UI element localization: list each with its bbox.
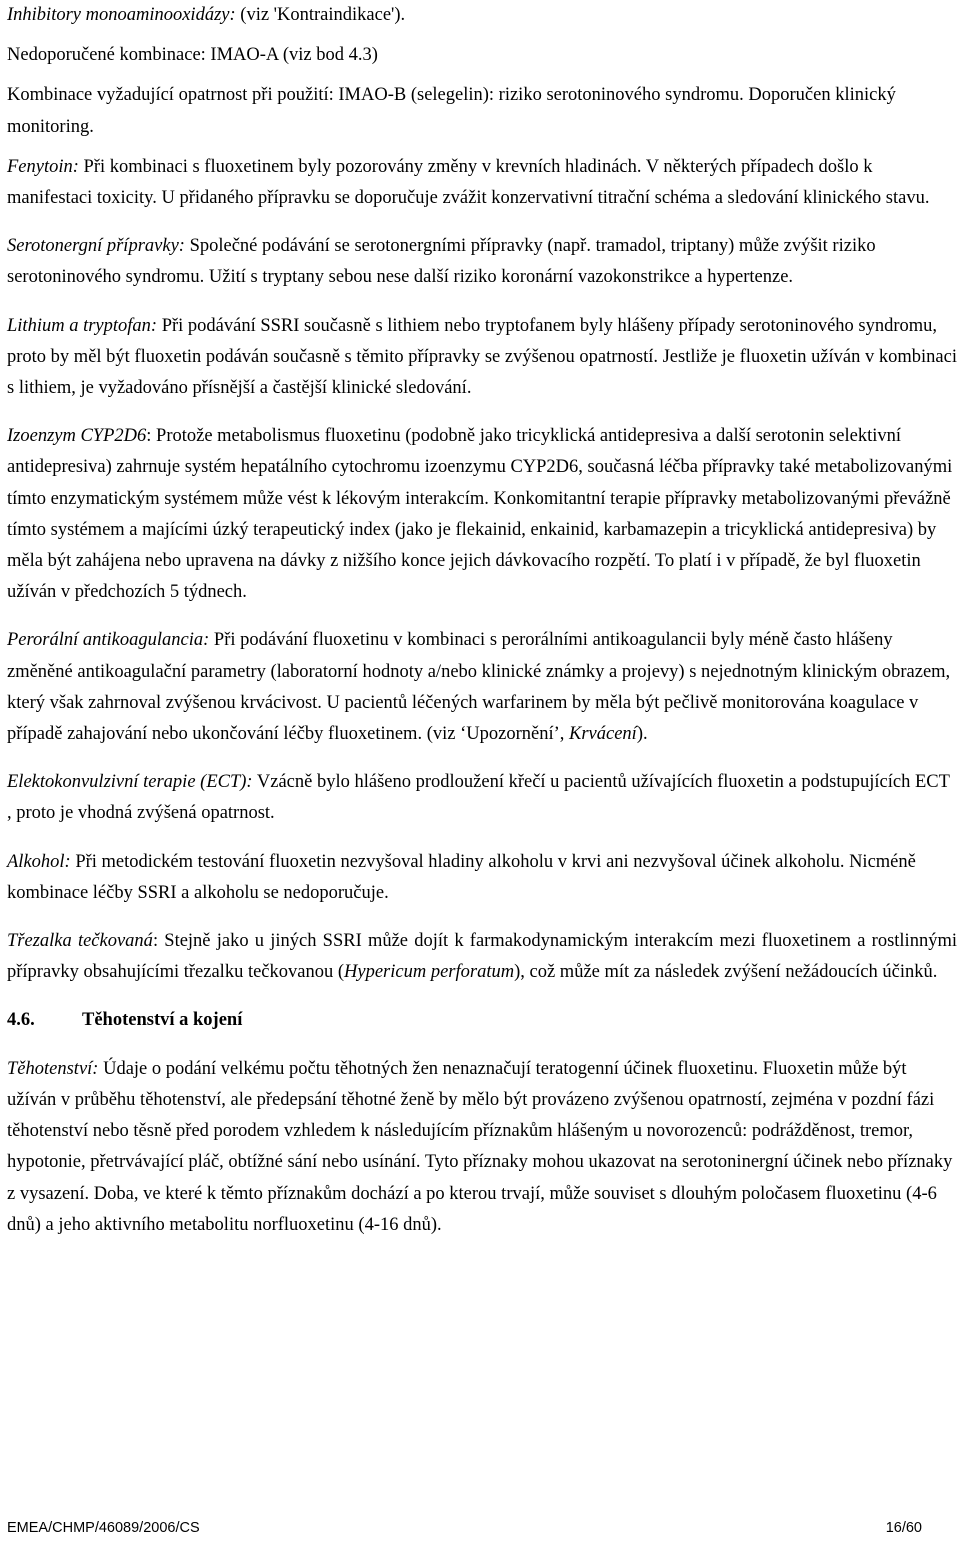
paragraph-lead: Lithium a tryptofan: bbox=[7, 315, 158, 336]
paragraph-text: : Protože metabolismus fluoxetinu (podobně jako tricyklická antidepresiva a další serotonin selektivní antidepresiva) zahrnuje systém hepatálního cytochromu izoenzymu CYP2D6, současná léčba přípravky také metabolizovanými tímto enzymatickým systémem může vést k lékovým interakcím. Konkomitantní terapie přípravky metabolizovanými převážně tímto systémem a majícími úzký terapeutický index (jako je flekainid, enkainid, karbamazepin a tricyklická antidepresiva) by měla být zahájena nebo upravena na dávky z nižšího konce jejich dávkovacího rozpětí. To platí i v případě, že byl fluoxetin užíván v předchozích 5 týdnech. bbox=[7, 426, 953, 603]
section-title: Těhotenství a kojení bbox=[82, 1010, 243, 1031]
document-reference: EMEA/CHMP/46089/2006/CS bbox=[7, 1520, 200, 1536]
document-page bbox=[7, 0, 957, 1258]
paragraph-text: Při podávání SSRI současně s lithiem nebo tryptofanem byly hlášeny případy serotoninového syndromu, proto by měl být fluoxetin podáván současně s těmito přípravky se zvýšenou opatrností. Jestliže je fluoxetin užíván v kombinaci s lithiem, je vyžadováno přísnější a častější klinické sledování. bbox=[7, 315, 957, 399]
paragraph-lead: Izoenzym CYP2D6 bbox=[7, 426, 147, 447]
paragraph-italic-term: Hypericum perforatum bbox=[344, 962, 515, 983]
paragraph-lead: Alkohol: bbox=[7, 851, 71, 872]
paragraph-text: Při podávání fluoxetinu v kombinaci s perorálními antikoagulancii byly méně často hlášeny změněné antikoagulační parametry (laboratorní hodnoty a/nebo klinické známky a projevy) s nejednotným klinickým obrazem, který však zahrnoval zvýšenou krvácivost. U pacientů léčených warfarinem by měla být pečlivě monitorována koagulace v případě zahajování nebo ukončování léčby fluoxetinem. (viz ‘Upozornění’, bbox=[7, 630, 951, 745]
paragraph-serotonergic bbox=[7, 231, 957, 293]
page-number: 16/60 bbox=[885, 1520, 922, 1536]
paragraph-text: Při kombinaci s fluoxetinem byly pozorovány změny v krevních hladinách. V některých případech došlo k manifestaci toxicity. U přidaného přípravku se doporučuje zvážit konzervativní titrační schéma a sledování klinického stavu. bbox=[7, 156, 930, 209]
paragraph-phenytoin bbox=[7, 152, 957, 214]
paragraph-lead: Elektokonvulzivní terapie (ECT): bbox=[7, 772, 253, 793]
paragraph-pregnancy bbox=[7, 1054, 957, 1241]
paragraph-lead: Těhotenství: bbox=[7, 1058, 99, 1079]
paragraph-lead: Serotonergní přípravky: bbox=[7, 236, 185, 257]
paragraph-text: Kombinace vyžadující opatrnost při použití: IMAO-B (selegelin): riziko serotoninového syndromu. Doporučen klinický monitoring. bbox=[7, 85, 896, 137]
paragraph-alcohol bbox=[7, 847, 957, 909]
paragraph-text: Údaje o podání velkému počtu těhotných žen nenaznačují teratogenní účinek fluoxetinu. Fluoxetin může být užíván v průběhu těhotenství, ale předepsání těhotné ženě by mělo být provázeno zvýšenou opatrností, zejména v pozdní fázi těhotenství nebo těsně před porodem vzhledem k následujícím příznakům hlášeným u novorozenců: podrážděnost, tremor, hypotonie, přetrvávající pláč, obtížné sání nebo usínání. Tyto příznaky mohou ukazovat na serotoninergní účinek nebo příznaky z vysazení. Doba, ve které k těmto příznakům dochází a po kterou trvají, může souviset s dlouhým poločasem fluoxetinu (4-6 dnů) a jeho aktivního metabolitu norfluoxetinu (4-16 dnů). bbox=[7, 1058, 953, 1235]
paragraph-st-johns-wort bbox=[7, 926, 957, 988]
paragraph-text: Vzácně bylo hlášeno prodloužení křečí u pacientů užívajících fluoxetin a podstupujících ECT , proto je vhodná zvýšená opatrnost. bbox=[7, 772, 950, 824]
paragraph-text: Nedoporučené kombinace: IMAO-A (viz bod 4.3) bbox=[7, 45, 378, 66]
paragraph-lead: Fenytoin: bbox=[7, 156, 79, 177]
paragraph-text: Společné podávání se serotonergními přípravky (např. tramadol, triptany) může zvýšit riziko serotoninového syndromu. Užití s tryptany sebou nese další riziko koronární vazokonstrikce a hypertenze. bbox=[7, 236, 876, 288]
paragraph-maoi bbox=[7, 0, 957, 31]
paragraph-italic-term: Krvácení bbox=[569, 724, 637, 745]
paragraph-ect bbox=[7, 767, 957, 829]
paragraph-lead: Perorální antikoagulancia: bbox=[7, 630, 210, 651]
paragraph-lead: Inhibitory monoaminooxidázy: bbox=[7, 5, 236, 25]
paragraph-text: : Stejně jako u jiných SSRI může dojít k farmakodynamickým interakcím mezi fluoxetinem a rostlinnými přípravky obsahujícími třezalku tečkovanou ( bbox=[7, 931, 957, 983]
paragraph-lead: Třezalka tečkovaná bbox=[7, 931, 153, 952]
paragraph-cyp2d6 bbox=[7, 421, 957, 608]
paragraph-text-end: ), což může mít za následek zvýšení nežádoucích účinků. bbox=[514, 962, 938, 983]
paragraph-not-recommended bbox=[7, 40, 957, 71]
paragraph-anticoagulants bbox=[7, 625, 957, 750]
section-number: 4.6. bbox=[7, 1010, 35, 1031]
paragraph-text: (viz 'Kontraindikace'). bbox=[235, 5, 406, 25]
paragraph-lithium bbox=[7, 311, 957, 405]
paragraph-text: Při metodickém testování fluoxetin nezvyšoval hladiny alkoholu v krvi ani nezvyšoval účinek alkoholu. Nicméně kombinace léčby SSRI a alkoholu se nedoporučuje. bbox=[7, 851, 916, 903]
paragraph-caution-combination bbox=[7, 80, 957, 142]
paragraph-text-end: ). bbox=[636, 724, 648, 745]
page-footer bbox=[7, 1520, 922, 1536]
section-heading bbox=[7, 1005, 957, 1036]
